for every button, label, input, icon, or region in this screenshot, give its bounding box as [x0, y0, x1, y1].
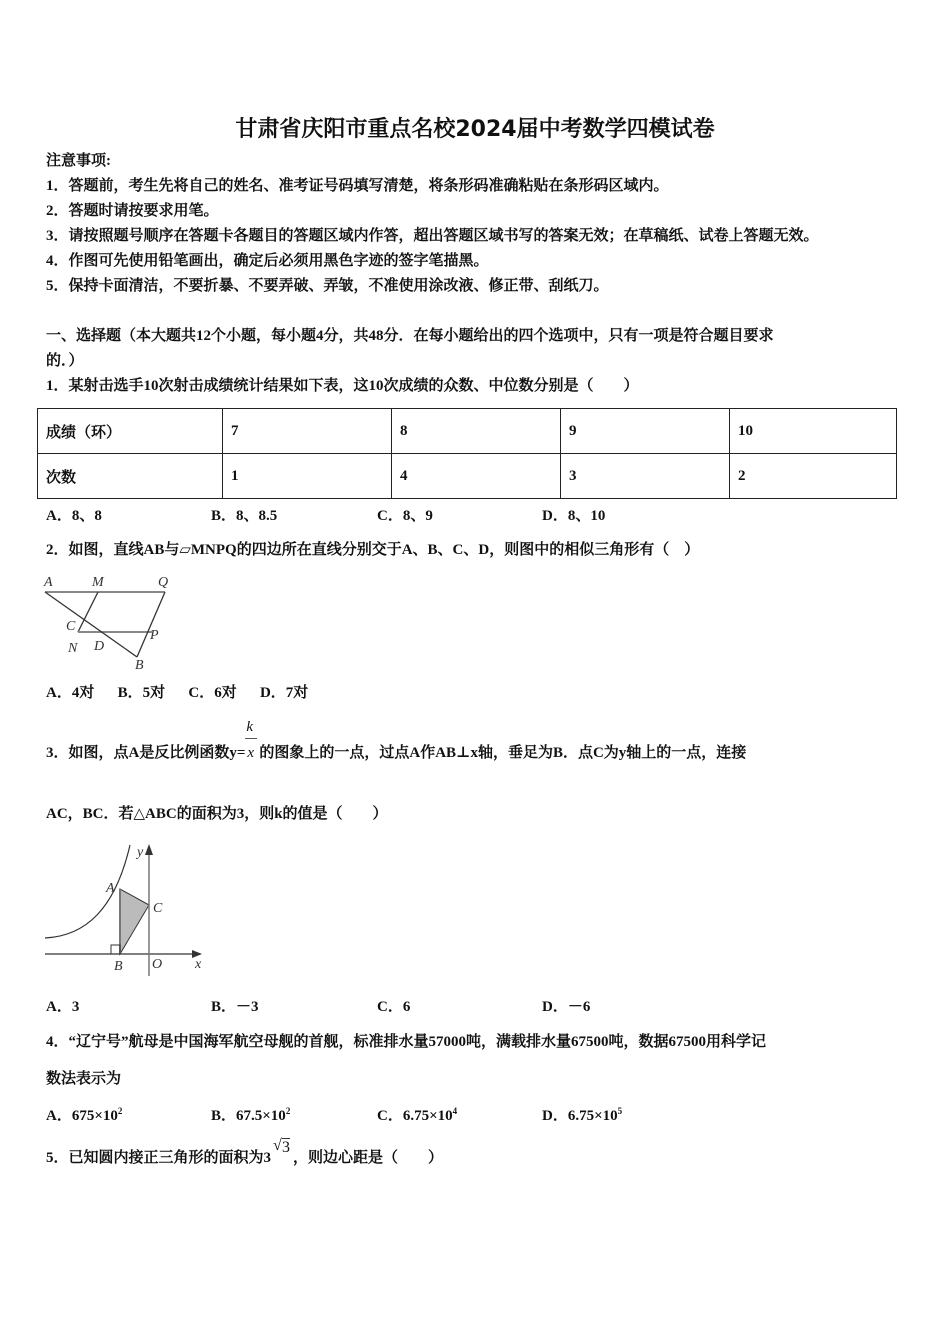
table-cell: 2	[730, 454, 897, 499]
table-cell: 成绩（环）	[38, 409, 223, 454]
label-a: A	[44, 575, 53, 590]
exponent: 2	[117, 1106, 123, 1116]
q2-option-a: A．4对	[46, 685, 95, 701]
q4-stem: 4．“辽宁号”航母是中国海军航空母舰的首舰，标准排水量57000吨，满载排水量67500吨，数据67500用科学记	[46, 1034, 767, 1050]
fraction-denominator: x	[247, 745, 255, 761]
q3-stem-line2: AC，BC．若△ABC的面积为3，则k的值是（ ）	[46, 806, 388, 822]
q3-inverse-function-figure	[40, 840, 210, 980]
q4-option-d	[542, 1102, 622, 1125]
table-cell: 10	[730, 409, 897, 454]
label-x: x	[195, 957, 202, 972]
q3-fraction	[245, 719, 259, 762]
table-row	[38, 409, 897, 454]
option-text: D．6.75×10	[542, 1108, 618, 1124]
q3-option-a: A．3	[46, 999, 80, 1015]
table-cell: 7	[223, 409, 392, 454]
section-heading: 一、选择题（本大题共12个小题，每小题4分，共48分．在每小题给出的四个选项中，只有一项是符合题目要求	[46, 328, 774, 344]
sqrt-icon: √	[273, 1137, 282, 1154]
label-b: B	[135, 658, 144, 672]
q4-option-c	[377, 1102, 457, 1125]
q4-option-a	[46, 1102, 122, 1125]
fraction-numerator: k	[246, 719, 254, 735]
option-text: C．6.75×10	[377, 1108, 453, 1124]
note-item: 3．请按照题号顺序在答题卡各题目的答题区域内作答，超出答题区域书写的答案无效；在草稿纸、试卷上答题无效。	[46, 228, 819, 244]
q2-option-b: B．5对	[117, 685, 166, 701]
sqrt-argument: 3	[282, 1139, 291, 1156]
label-y: y	[137, 845, 144, 860]
table-cell: 次数	[38, 454, 223, 499]
q5-stem-part1: 5．已知圆内接正三角形的面积为3	[46, 1150, 272, 1166]
table-cell: 8	[392, 409, 561, 454]
table-cell: 1	[223, 454, 392, 499]
option-text: A．675×10	[46, 1108, 118, 1124]
section-heading-cont: 的．）	[46, 353, 84, 369]
q1-option-d: D．8、10	[542, 508, 606, 524]
q2-stem: 2．如图，直线AB与▱MNPQ的四边所在直线分别交于A、B、C、D，则图中的相似三角形有（ ）	[46, 542, 700, 558]
exponent: 2	[285, 1106, 291, 1116]
q1-option-c: C．8、9	[377, 508, 433, 524]
note-item: 2．答题时请按要求用笔。	[46, 203, 219, 219]
page-title: 甘肃省庆阳市重点名校2024届中考数学四模试卷	[235, 117, 715, 142]
label-m: M	[92, 575, 104, 590]
q1-option-a: A．8、8	[46, 508, 102, 524]
label-c: C	[153, 901, 163, 916]
label-d: D	[94, 639, 105, 654]
q4-option-b	[211, 1102, 290, 1125]
table-cell: 9	[561, 409, 730, 454]
q3-option-c: C．6	[377, 999, 411, 1015]
label-q: Q	[158, 575, 169, 590]
notes-heading: 注意事项:	[46, 153, 111, 169]
exponent: 4	[452, 1106, 458, 1116]
q3-option-b: B．－3	[211, 999, 259, 1015]
note-item: 5．保持卡面清洁，不要折暴、不要弄破、弄皱，不准使用涂改液、修正带、刮纸刀。	[46, 278, 609, 294]
note-item: 1．答题前，考生先将自己的姓名、准考证号码填写清楚，将条形码准确粘贴在条形码区域内。	[46, 178, 669, 194]
option-text: B．67.5×10	[211, 1108, 286, 1124]
label-b: B	[114, 959, 123, 974]
q3-stem	[46, 719, 747, 762]
q3-stem-part1: 3．如图，点A是反比例函数y=	[46, 745, 246, 761]
q1-score-table	[37, 408, 897, 499]
q3-option-d: D．－6	[542, 999, 591, 1015]
q4-stem-line2: 数法表示为	[46, 1071, 122, 1087]
q2-option-c: C．6对	[188, 685, 237, 701]
q5-stem-part2: ，则边心距是（ ）	[293, 1150, 444, 1166]
table-cell: 3	[561, 454, 730, 499]
label-p: P	[150, 628, 159, 643]
q2-option-d: D．7对	[259, 685, 309, 701]
label-o: O	[152, 957, 163, 972]
exponent: 5	[617, 1106, 623, 1116]
q2-options	[46, 684, 308, 702]
label-c: C	[66, 619, 76, 634]
label-a: A	[106, 881, 115, 896]
sqrt-expression	[271, 1137, 293, 1167]
label-n: N	[68, 641, 78, 656]
q2-parallelogram-figure	[40, 572, 180, 672]
note-item: 4．作图可先使用铅笔画出，确定后必须用黑色字迹的签字笔描黑。	[46, 253, 489, 269]
q1-stem: 1．某射击选手10次射击成绩统计结果如下表，这10次成绩的众数、中位数分别是（ ）	[46, 378, 639, 394]
q1-option-b: B．8、8.5	[211, 508, 278, 524]
q3-stem-part2: 的图象上的一点，过点A作AB⊥x轴，垂足为B．点C为y轴上的一点，连接	[259, 745, 747, 761]
table-cell: 4	[392, 454, 561, 499]
table-row	[38, 454, 897, 499]
q5-stem	[46, 1137, 444, 1167]
